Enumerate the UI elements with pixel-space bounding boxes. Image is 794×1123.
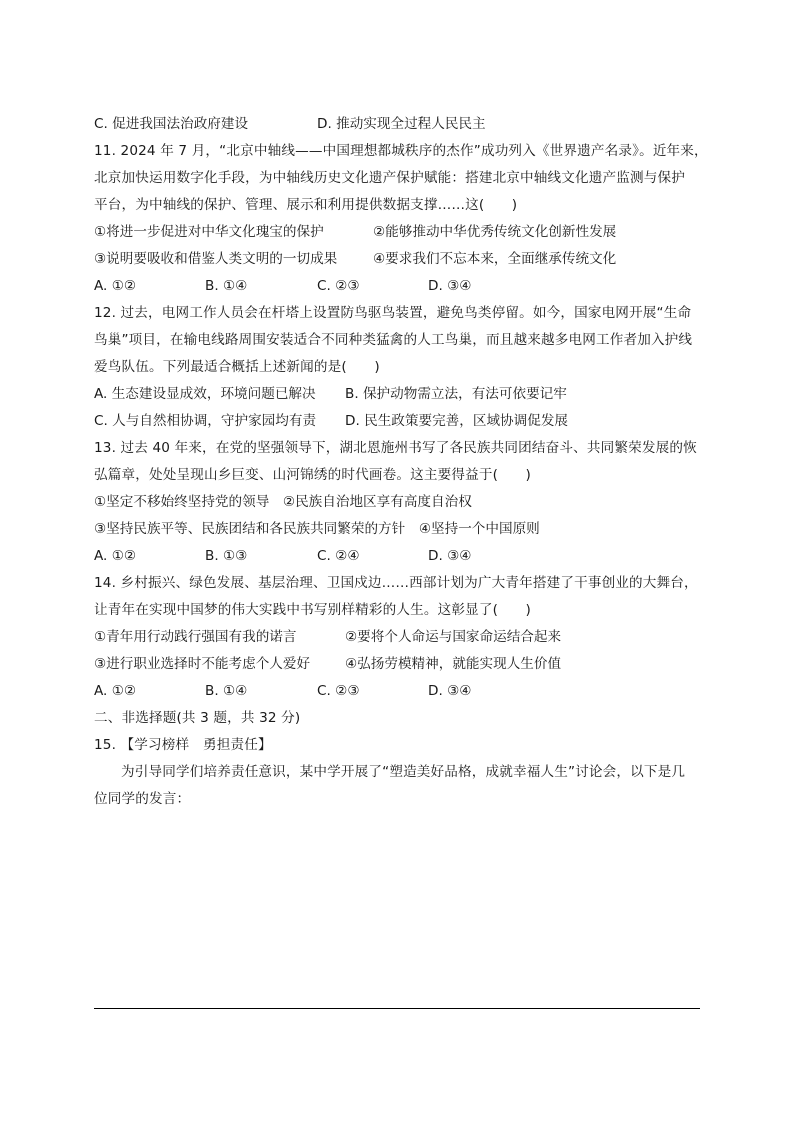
q13-option-a: A. ①② <box>94 548 137 564</box>
q14-statement-3: ③进行职业选择时不能考虑个人爱好 <box>94 656 311 672</box>
q12-option-b: B. 保护动物需立法，有法可依要记牢 <box>345 386 567 402</box>
q13-statements-1-2: ①坚定不移始终坚持党的领导 ②民族自治地区享有高度自治权 <box>94 494 472 510</box>
q15-title: 15. 【学习榜样 勇担责任】 <box>94 737 272 753</box>
footer-divider <box>94 1008 700 1009</box>
q11-statement-4: ④要求我们不忘本来，全面继承传统文化 <box>373 251 617 267</box>
q11-option-c: C. ②③ <box>317 278 360 294</box>
q12-option-a: A. 生态建设显成效，环境问题已解决 <box>94 386 316 402</box>
q10-option-c: C. 促进我国法治政府建设 <box>94 116 249 132</box>
q12-option-c: C. 人与自然相协调，守护家园均有责 <box>94 413 317 429</box>
q14-statement-2: ②要将个人命运与国家命运结合起来 <box>345 629 562 645</box>
q11-statement-3: ③说明要吸收和借鉴人类文明的一切成果 <box>94 251 338 267</box>
q11-stem-line-1: 11. 2024 年 7 月，“北京中轴线——中国理想都城秩序的杰作”成功列入《世界遗产名录》。近年来， <box>94 143 708 159</box>
q13-stem-line-2: 弘篇章，处处呈现山乡巨变、山河锦绣的时代画卷。这主要得益于( ) <box>94 467 531 483</box>
q14-option-d: D. ③④ <box>428 683 472 699</box>
q11-statement-1: ①将进一步促进对中华文化瑰宝的保护 <box>94 224 324 240</box>
q14-option-c: C. ②③ <box>317 683 360 699</box>
q11-stem-line-2: 北京加快运用数字化手段，为中轴线历史文化遗产保护赋能：搭建北京中轴线文化遗产监测与保护 <box>94 170 685 186</box>
q13-option-d: D. ③④ <box>428 548 472 564</box>
q10-option-d: D. 推动实现全过程人民民主 <box>317 116 486 132</box>
q11-statement-2: ②能够推动中华优秀传统文化创新性发展 <box>373 224 617 240</box>
q14-stem-line-1: 14. 乡村振兴、绿色发展、基层治理、卫国戍边……西部计划为广大青年搭建了干事创业的大舞台， <box>94 575 698 591</box>
q14-statement-4: ④弘扬劳模精神，就能实现人生价值 <box>345 656 562 672</box>
q12-stem-line-2: 鸟巢”项目，在输电线路周围安装适合不同种类猛禽的人工鸟巢，而且越来越多电网工作者加入护线 <box>94 332 693 348</box>
q12-option-d: D. 民生政策要完善，区域协调促发展 <box>345 413 569 429</box>
q12-stem-line-3: 爱鸟队伍。下列最适合概括上述新闻的是( ) <box>94 359 380 375</box>
q13-stem-line-1: 13. 过去 40 年来，在党的坚强领导下，湖北恩施州书写了各民族共同团结奋斗、共同繁荣发展的恢 <box>94 440 697 456</box>
q13-statements-3-4: ③坚持民族平等、民族团结和各民族共同繁荣的方针 ④坚持一个中国原则 <box>94 521 540 537</box>
q15-intro-line-2: 位同学的发言： <box>94 791 191 807</box>
q14-statement-1: ①青年用行动践行强国有我的诺言 <box>94 629 297 645</box>
q11-option-b: B. ①④ <box>205 278 248 294</box>
q11-option-a: A. ①② <box>94 278 137 294</box>
q12-stem-line-1: 12. 过去，电网工作人员会在杆塔上设置防鸟驱鸟装置，避免鸟类停留。如今，国家电网开展“生命 <box>94 305 692 321</box>
q14-option-b: B. ①④ <box>205 683 248 699</box>
q15-intro-line-1: 为引导同学们培养责任意识，某中学开展了“塑造美好品格，成就幸福人生”讨论会，以下是几 <box>121 764 686 780</box>
q13-option-c: C. ②④ <box>317 548 360 564</box>
q14-stem-line-2: 让青年在实现中国梦的伟大实践中书写别样精彩的人生。这彰显了( ) <box>94 602 531 618</box>
q11-stem-line-3: 平台，为中轴线的保护、管理、展示和利用提供数据支撑……这( ) <box>94 197 518 213</box>
q11-option-d: D. ③④ <box>428 278 472 294</box>
q14-option-a: A. ①② <box>94 683 137 699</box>
section-2-heading: 二、非选择题(共 3 题，共 32 分) <box>94 710 301 726</box>
q13-option-b: B. ①③ <box>205 548 248 564</box>
